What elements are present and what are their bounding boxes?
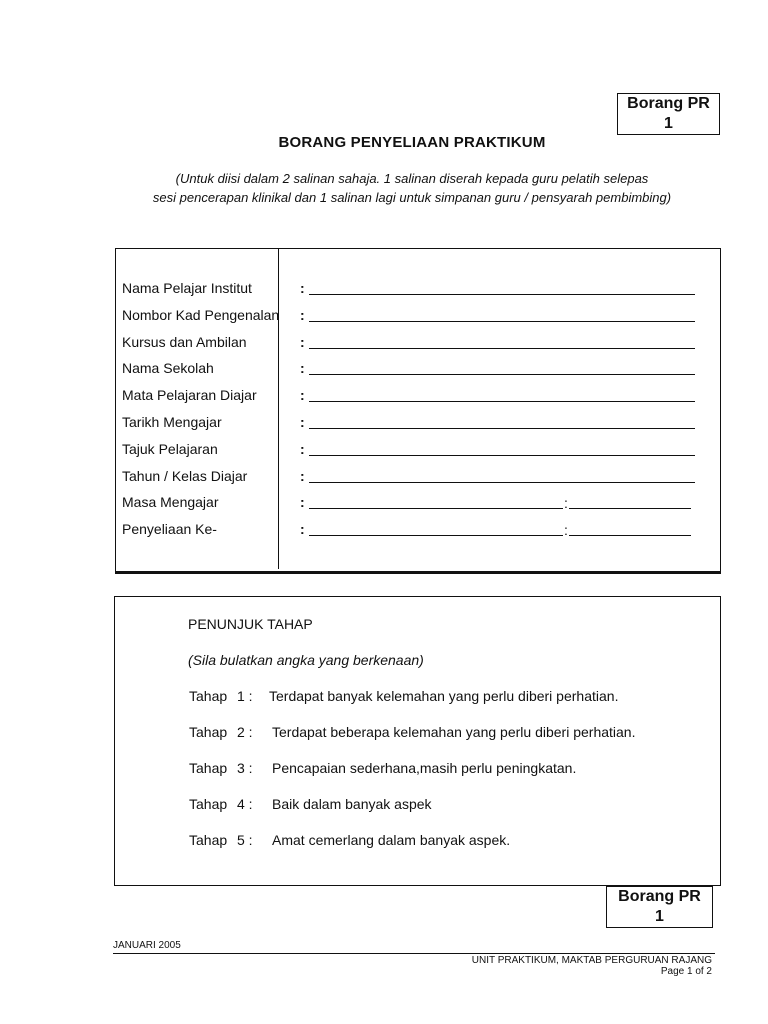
field-colon: : <box>300 333 305 350</box>
field-label: Kursus dan Ambilan <box>122 333 247 350</box>
field-input-line-end[interactable] <box>569 535 691 536</box>
level-number[interactable]: 3 : <box>237 760 253 776</box>
field-colon: : <box>300 280 305 296</box>
instruction-note <box>0 169 768 207</box>
field-input-line[interactable] <box>309 348 695 349</box>
field-label: Nama Sekolah <box>122 360 214 377</box>
field-input-line-start[interactable] <box>309 508 563 509</box>
level-description: Terdapat banyak kelemahan yang perlu diberi perhatian. <box>269 688 619 704</box>
level-word: Tahap <box>189 832 228 848</box>
field-colon: : <box>300 360 305 377</box>
level-indicator-instruction: (Sila bulatkan angka yang berkenaan) <box>188 652 424 668</box>
field-input-line[interactable] <box>309 374 695 375</box>
level-indicator-box <box>114 596 721 886</box>
field-input-line[interactable] <box>309 294 695 295</box>
form-code-badge-bottom: Borang PR 1 <box>606 886 713 928</box>
footer-rule <box>113 953 715 954</box>
field-input-line[interactable] <box>309 321 695 322</box>
column-divider <box>278 249 279 569</box>
level-word: Tahap <box>189 688 228 704</box>
field-colon: : <box>300 414 305 430</box>
field-split-separator: : <box>564 522 568 539</box>
field-input-line[interactable] <box>309 482 695 483</box>
instruction-note-line-2: sesi pencerapan klinikal dan 1 salinan lagi untuk simpanan guru / pensyarah pembimbing) <box>152 190 672 205</box>
level-number[interactable]: 1 : <box>237 688 253 704</box>
field-colon: : <box>300 440 305 457</box>
field-input-line[interactable] <box>309 428 695 429</box>
level-word: Tahap <box>189 796 228 812</box>
form-code-badge: Borang PR 1 <box>617 93 720 135</box>
level-description: Amat cemerlang dalam banyak aspek. <box>272 832 511 848</box>
student-details-box <box>115 248 721 572</box>
field-input-line-end[interactable] <box>569 508 691 509</box>
field-label: Tahun / Kelas Diajar <box>122 467 248 484</box>
field-label: Mata Pelajaran Diajar <box>122 387 257 404</box>
field-label: Penyeliaan Ke- <box>122 521 217 538</box>
field-label: Tajuk Pelajaran <box>122 440 218 457</box>
level-description: Baik dalam banyak aspek <box>272 796 432 812</box>
field-label: Nombor Kad Pengenalan <box>122 306 280 323</box>
footer-unit: UNIT PRAKTIKUM, MAKTAB PERGURUAN RAJANG <box>471 955 712 966</box>
instruction-note-line-1: (Untuk diisi dalam 2 salinan sahaja. 1 salinan diserah kepada guru pelatih selepas <box>175 171 649 186</box>
level-number[interactable]: 4 : <box>237 796 253 812</box>
field-colon: : <box>300 521 305 538</box>
level-number[interactable]: 2 : <box>237 724 253 740</box>
level-description: Pencapaian sederhana,masih perlu peningkatan. <box>272 760 577 776</box>
field-colon: : <box>300 494 305 511</box>
level-word: Tahap <box>189 724 228 740</box>
field-colon: : <box>300 387 305 404</box>
field-input-line[interactable] <box>309 455 695 456</box>
field-label: Tarikh Mengajar <box>122 414 222 430</box>
field-split-separator: : <box>564 495 568 512</box>
field-input-line-start[interactable] <box>309 535 563 536</box>
field-label: Masa Mengajar <box>122 494 219 511</box>
field-colon: : <box>300 306 305 323</box>
level-word: Tahap <box>189 760 228 776</box>
level-description: Terdapat beberapa kelemahan yang perlu diberi perhatian. <box>272 724 636 740</box>
page-title: BORANG PENYELIAAN PRAKTIKUM <box>278 134 546 151</box>
field-colon: : <box>300 467 305 484</box>
level-indicator-heading: PENUNJUK TAHAP <box>188 616 313 632</box>
footer-date: JANUARI 2005 <box>113 940 181 951</box>
field-input-line[interactable] <box>309 401 695 402</box>
level-number[interactable]: 5 : <box>237 832 253 848</box>
field-label: Nama Pelajar Institut <box>122 280 252 296</box>
footer-page-number: Page 1 of 2 <box>660 966 712 977</box>
